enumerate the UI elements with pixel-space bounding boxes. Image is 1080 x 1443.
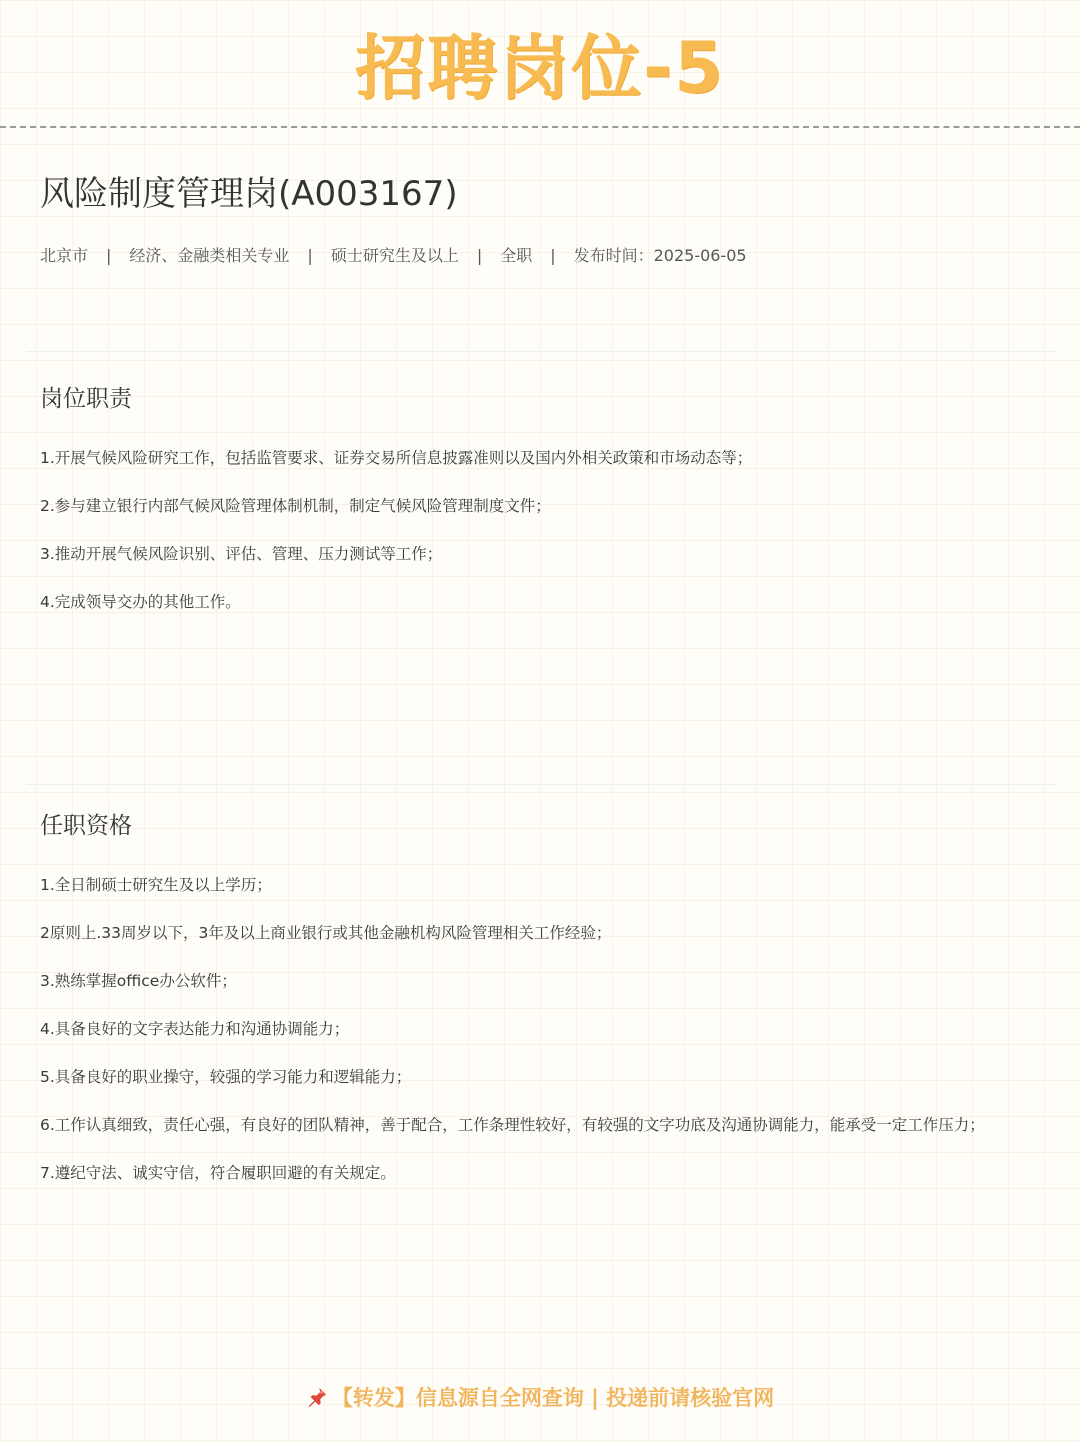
list-item: 3.熟练掌握office办公软件；	[40, 972, 237, 990]
meta-separator: |	[307, 246, 313, 265]
job-type: 全职	[500, 246, 533, 265]
list-item: 4.完成领导交办的其他工作。	[40, 593, 241, 611]
job-location: 北京市	[40, 246, 89, 265]
job-title: 风险制度管理岗(A003167)	[40, 174, 458, 214]
footer-notice	[0, 1380, 1080, 1416]
responsibilities-list	[40, 446, 1070, 638]
dashed-divider	[0, 126, 1080, 128]
pushpin-icon	[306, 1380, 328, 1416]
list-item: 2原则上.33周岁以下，3年及以上商业银行或其他金融机构风险管理相关工作经验；	[40, 924, 612, 942]
job-education: 硕士研究生及以上	[330, 246, 459, 265]
list-item: 7.遵纪守法、诚实守信，符合履职回避的有关规定。	[40, 1164, 396, 1182]
page-header	[0, 0, 1080, 128]
qualifications-list	[40, 873, 1070, 1209]
meta-separator: |	[550, 246, 556, 265]
qualifications-heading: 任职资格	[40, 813, 132, 839]
list-item: 1.开展气候风险研究工作，包括监管要求、证券交易所信息披露准则以及国内外相关政策和市场动态等；	[40, 449, 753, 467]
list-item: 1.全日制硕士研究生及以上学历；	[40, 876, 272, 894]
responsibilities-heading: 岗位职责	[40, 386, 132, 412]
list-item: 3.推动开展气候风险识别、评估、管理、压力测试等工作；	[40, 545, 443, 563]
footer-text: 【转发】信息源自全网查询 | 投递前请核验官网	[331, 1386, 775, 1410]
list-item: 6.工作认真细致，责任心强，有良好的团队精神，善于配合，工作条理性较好，有较强的文字功底及沟通协调能力，能承受一定工作压力；	[40, 1116, 985, 1134]
job-meta-row	[40, 243, 747, 269]
section-divider	[26, 784, 1056, 785]
meta-separator: |	[476, 246, 483, 265]
banner-title: 招聘岗位-5	[355, 27, 725, 109]
section-divider	[26, 351, 1056, 352]
job-publish-date: 发布时间：2025-06-05	[573, 246, 747, 265]
list-item: 2.参与建立银行内部气候风险管理体制机制，制定气候风险管理制度文件；	[40, 497, 551, 515]
job-major: 经济、金融类相关专业	[129, 246, 290, 265]
list-item: 4.具备良好的文字表达能力和沟通协调能力；	[40, 1020, 350, 1038]
meta-separator: |	[106, 246, 112, 265]
list-item: 5.具备良好的职业操守，较强的学习能力和逻辑能力；	[40, 1068, 412, 1086]
